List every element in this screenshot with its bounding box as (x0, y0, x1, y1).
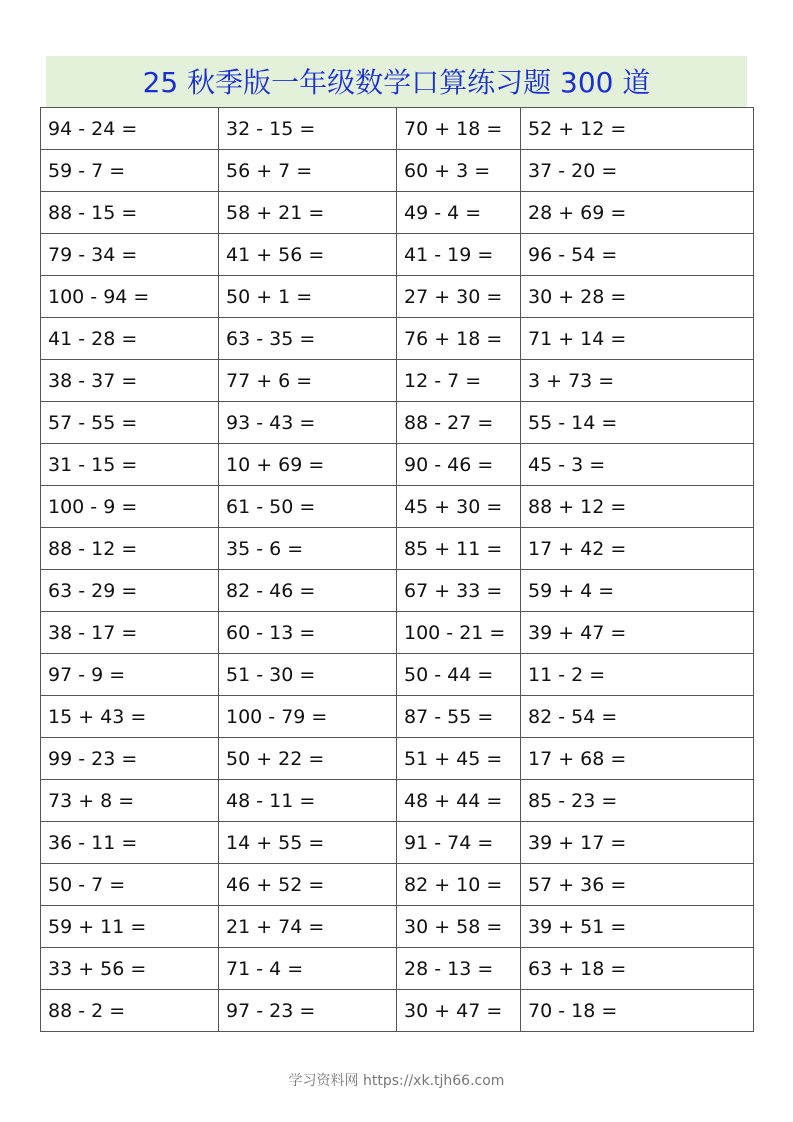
exercise-table-body (41, 108, 754, 1032)
table-row (41, 444, 754, 486)
table-row (41, 822, 754, 864)
exercise-cell: 60 + 3 = (397, 150, 521, 192)
exercise-cell: 51 - 30 = (219, 654, 397, 696)
exercise-cell: 91 - 74 = (397, 822, 521, 864)
exercise-cell: 39 + 47 = (521, 612, 754, 654)
exercise-cell: 88 - 2 = (41, 990, 219, 1032)
footer-watermark: 学习资料网 https://xk.tjh66.com (288, 1073, 505, 1089)
exercise-cell: 63 - 29 = (41, 570, 219, 612)
exercise-cell: 70 - 18 = (521, 990, 754, 1032)
table-row (41, 486, 754, 528)
exercise-cell: 49 - 4 = (397, 192, 521, 234)
exercise-cell: 48 - 11 = (219, 780, 397, 822)
exercise-cell: 50 - 7 = (41, 864, 219, 906)
exercise-cell: 17 + 42 = (521, 528, 754, 570)
exercise-table (40, 107, 754, 1032)
exercise-cell: 67 + 33 = (397, 570, 521, 612)
exercise-cell: 100 - 9 = (41, 486, 219, 528)
exercise-cell: 50 + 1 = (219, 276, 397, 318)
exercise-cell: 52 + 12 = (521, 108, 754, 150)
exercise-cell: 41 - 28 = (41, 318, 219, 360)
table-row (41, 990, 754, 1032)
exercise-cell: 38 - 17 = (41, 612, 219, 654)
exercise-cell: 39 + 51 = (521, 906, 754, 948)
exercise-cell: 82 + 10 = (397, 864, 521, 906)
exercise-cell: 3 + 73 = (521, 360, 754, 402)
exercise-cell: 10 + 69 = (219, 444, 397, 486)
exercise-cell: 87 - 55 = (397, 696, 521, 738)
exercise-cell: 71 - 4 = (219, 948, 397, 990)
exercise-cell: 77 + 6 = (219, 360, 397, 402)
exercise-cell: 59 + 11 = (41, 906, 219, 948)
table-row (41, 360, 754, 402)
exercise-cell: 27 + 30 = (397, 276, 521, 318)
exercise-cell: 79 - 34 = (41, 234, 219, 276)
exercise-cell: 97 - 23 = (219, 990, 397, 1032)
exercise-cell: 60 - 13 = (219, 612, 397, 654)
table-row (41, 738, 754, 780)
exercise-cell: 100 - 79 = (219, 696, 397, 738)
table-row (41, 150, 754, 192)
table-row (41, 570, 754, 612)
exercise-cell: 82 - 46 = (219, 570, 397, 612)
exercise-cell: 63 + 18 = (521, 948, 754, 990)
exercise-cell: 30 + 28 = (521, 276, 754, 318)
exercise-cell: 31 - 15 = (41, 444, 219, 486)
exercise-cell: 88 - 12 = (41, 528, 219, 570)
exercise-cell: 88 - 15 = (41, 192, 219, 234)
exercise-cell: 17 + 68 = (521, 738, 754, 780)
table-row (41, 780, 754, 822)
exercise-cell: 41 - 19 = (397, 234, 521, 276)
exercise-cell: 50 - 44 = (397, 654, 521, 696)
exercise-cell: 15 + 43 = (41, 696, 219, 738)
exercise-cell: 100 - 94 = (41, 276, 219, 318)
exercise-cell: 12 - 7 = (397, 360, 521, 402)
exercise-cell: 28 + 69 = (521, 192, 754, 234)
exercise-cell: 30 + 47 = (397, 990, 521, 1032)
exercise-cell: 96 - 54 = (521, 234, 754, 276)
table-row (41, 948, 754, 990)
exercise-cell: 58 + 21 = (219, 192, 397, 234)
exercise-cell: 32 - 15 = (219, 108, 397, 150)
table-row (41, 402, 754, 444)
table-row (41, 864, 754, 906)
page-title: 25 秋季版一年级数学口算练习题 300 道 (46, 56, 747, 107)
exercise-cell: 71 + 14 = (521, 318, 754, 360)
exercise-cell: 30 + 58 = (397, 906, 521, 948)
table-row (41, 696, 754, 738)
exercise-cell: 46 + 52 = (219, 864, 397, 906)
exercise-cell: 50 + 22 = (219, 738, 397, 780)
exercise-cell: 57 - 55 = (41, 402, 219, 444)
exercise-cell: 88 + 12 = (521, 486, 754, 528)
exercise-cell: 70 + 18 = (397, 108, 521, 150)
table-row (41, 234, 754, 276)
exercise-cell: 45 - 3 = (521, 444, 754, 486)
table-row (41, 108, 754, 150)
table-row (41, 192, 754, 234)
table-row (41, 654, 754, 696)
exercise-cell: 73 + 8 = (41, 780, 219, 822)
exercise-cell: 39 + 17 = (521, 822, 754, 864)
exercise-cell: 94 - 24 = (41, 108, 219, 150)
exercise-cell: 28 - 13 = (397, 948, 521, 990)
exercise-cell: 82 - 54 = (521, 696, 754, 738)
exercise-cell: 51 + 45 = (397, 738, 521, 780)
exercise-cell: 33 + 56 = (41, 948, 219, 990)
exercise-cell: 21 + 74 = (219, 906, 397, 948)
exercise-cell: 48 + 44 = (397, 780, 521, 822)
exercise-cell: 76 + 18 = (397, 318, 521, 360)
table-row (41, 612, 754, 654)
exercise-cell: 55 - 14 = (521, 402, 754, 444)
table-row (41, 276, 754, 318)
exercise-cell: 93 - 43 = (219, 402, 397, 444)
exercise-cell: 36 - 11 = (41, 822, 219, 864)
exercise-cell: 100 - 21 = (397, 612, 521, 654)
exercise-cell: 14 + 55 = (219, 822, 397, 864)
exercise-cell: 99 - 23 = (41, 738, 219, 780)
exercise-cell: 90 - 46 = (397, 444, 521, 486)
exercise-cell: 45 + 30 = (397, 486, 521, 528)
exercise-cell: 11 - 2 = (521, 654, 754, 696)
exercise-cell: 85 - 23 = (521, 780, 754, 822)
exercise-cell: 85 + 11 = (397, 528, 521, 570)
exercise-cell: 63 - 35 = (219, 318, 397, 360)
exercise-cell: 56 + 7 = (219, 150, 397, 192)
table-row (41, 318, 754, 360)
exercise-cell: 38 - 37 = (41, 360, 219, 402)
exercise-cell: 88 - 27 = (397, 402, 521, 444)
exercise-cell: 59 + 4 = (521, 570, 754, 612)
exercise-cell: 59 - 7 = (41, 150, 219, 192)
table-row (41, 906, 754, 948)
exercise-cell: 97 - 9 = (41, 654, 219, 696)
exercise-cell: 57 + 36 = (521, 864, 754, 906)
table-row (41, 528, 754, 570)
exercise-cell: 41 + 56 = (219, 234, 397, 276)
exercise-cell: 35 - 6 = (219, 528, 397, 570)
exercise-cell: 37 - 20 = (521, 150, 754, 192)
exercise-cell: 61 - 50 = (219, 486, 397, 528)
